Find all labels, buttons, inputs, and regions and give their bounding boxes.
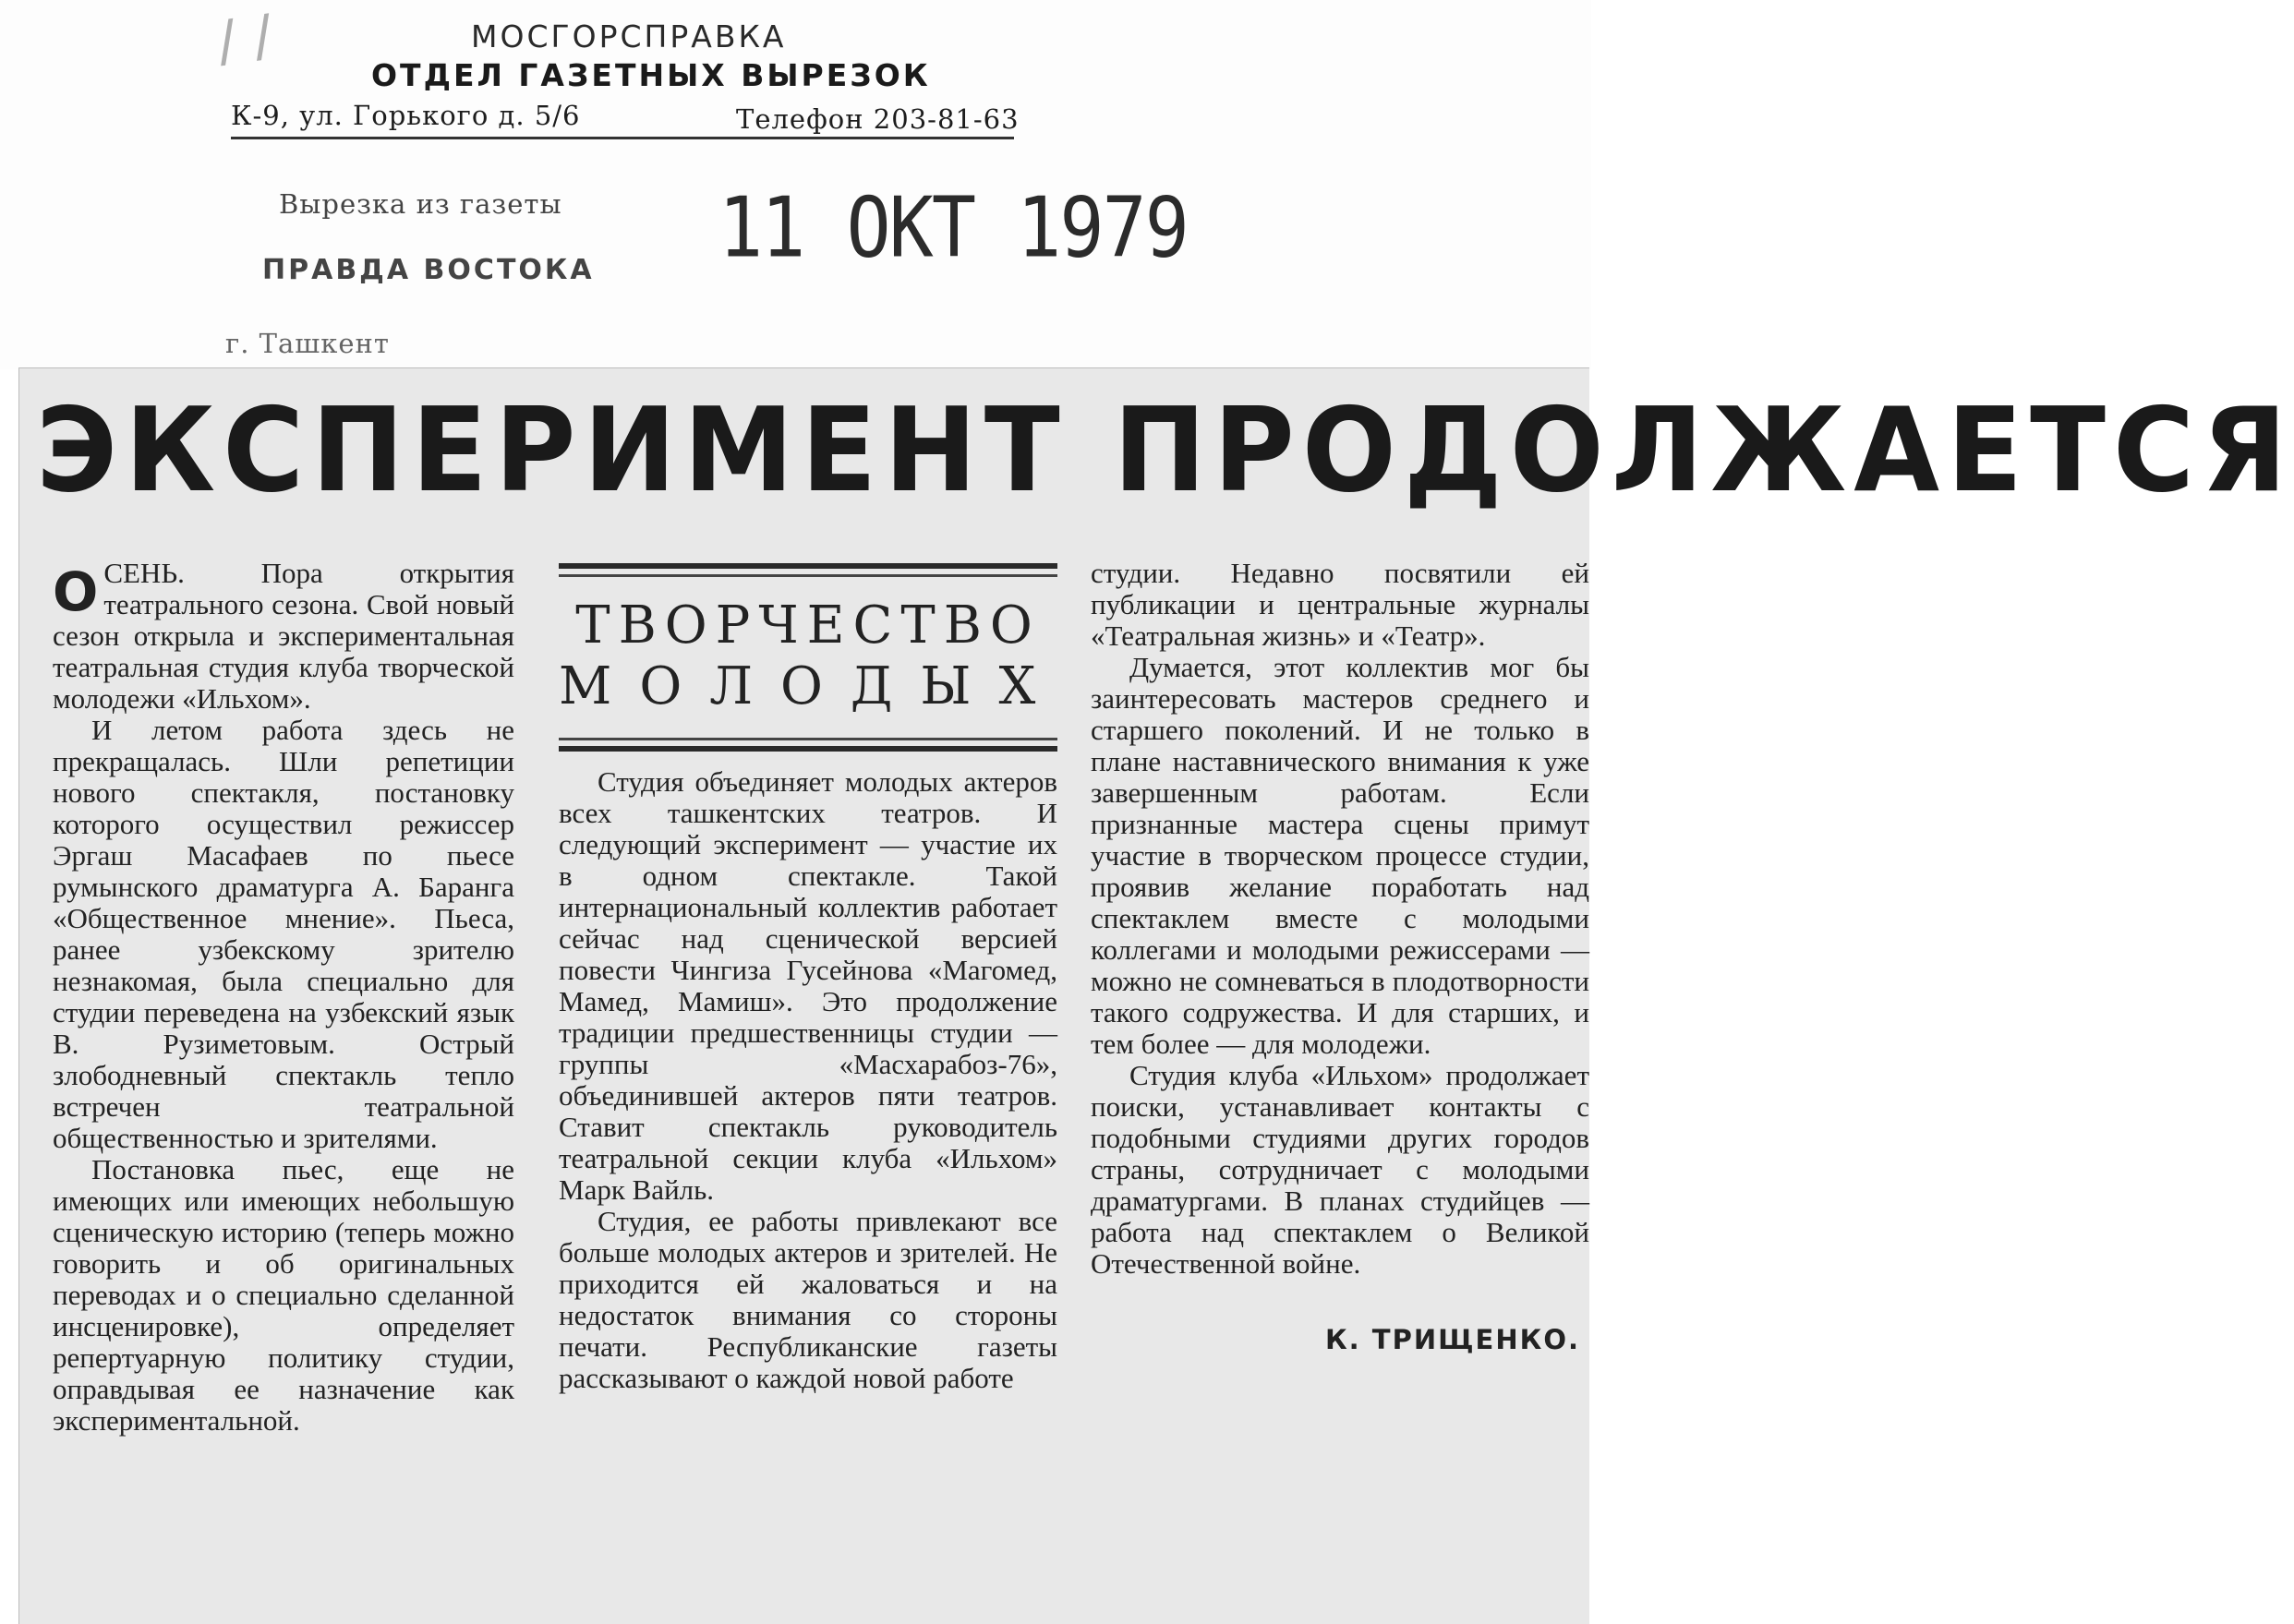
article-column-middle bbox=[559, 558, 1064, 1394]
rubric-rule-bottom bbox=[559, 746, 1057, 752]
archive-header bbox=[0, 0, 1591, 369]
paragraph: Думается, этот коллектив мог бы заинтересовать мастеров среднего и старшего поколений. И не только в плане наставнического внимания к уже завершенным работам. Если признанные мастера сцены примут участие в творческом процессе студии, проявив желание поработать над спектаклем вместе с молодыми коллегами и молодыми режиссерами — можно не сомневаться в плодотворности такого содружества. И для старших, и тем более — для молодежи. bbox=[1091, 651, 1589, 1060]
rubric-rule-top bbox=[559, 563, 1057, 569]
clip-source-label: Вырезка из газеты bbox=[279, 188, 562, 220]
article-column-right bbox=[1091, 558, 1589, 1355]
paragraph: И летом работа здесь не прекращалась. Шли репетиции нового спектакля, постановку которого осуществил режиссер Эргаш Масафаев по пьесе румынского драматурга А. Баранга «Общественное мнение». Пьеса, ранее узбекскому зрителю незнакомая, была специально для студии переведена на узбекский язык В. Рузиметовым. Острый злободневный спектакль тепло встречен театральной общественностью и зрителями. bbox=[53, 714, 514, 1154]
paragraph bbox=[53, 558, 514, 715]
handwritten-mark: / / bbox=[212, 3, 277, 75]
department-name: ОТДЕЛ ГАЗЕТНЫХ ВЫРЕЗОК bbox=[371, 57, 931, 93]
drop-cap: О bbox=[53, 560, 99, 623]
rubric-title-line1: ТВОРЧЕСТВО bbox=[575, 595, 1041, 656]
newspaper-clipping bbox=[18, 367, 2294, 1624]
paragraph: Постановка пьес, еще не имеющих или имеющих небольшую сценическую историю (теперь можно говорить и об оригинальных переводах и о специально сделанной инсценировке), определяет репертуарную политику студии, оправдывая ее назначение как экспериментальной. bbox=[53, 1153, 514, 1437]
newspaper-name: ПРАВДА ВОСТОКА bbox=[262, 254, 595, 286]
article-column-left bbox=[53, 558, 514, 1437]
newspaper-city: г. Ташкент bbox=[225, 328, 390, 359]
paragraph: студии. Недавно посвятили ей публикации и центральные журналы «Театральная жизнь» и «Театр». bbox=[1091, 557, 1589, 652]
article-headline: ЭКСПЕРИМЕНТ ПРОДОЛЖАЕТСЯ bbox=[36, 382, 2294, 519]
date-stamp: 11 ОКТ 1979 bbox=[718, 179, 1188, 276]
header-rule bbox=[231, 137, 1014, 139]
agency-name: МОСГОРСПРАВКА bbox=[471, 18, 787, 54]
paragraph: Студия, ее работы привлекают все больше молодых актеров и зрителей. Не приходится ей жаловаться и на недостаток внимания со стороны печати. Республиканские газеты рассказывают о каждой новой работе bbox=[559, 1205, 1057, 1394]
rubric-rule-top-thin bbox=[559, 574, 1057, 577]
rubric-rule-bottom-thin bbox=[559, 738, 1057, 740]
agency-phone: Телефон 203-81-63 bbox=[736, 103, 1020, 135]
rubric-title-line2: МОЛОДЫХ bbox=[559, 656, 1064, 716]
agency-address: К-9, ул. Горького д. 5/6 bbox=[231, 100, 581, 131]
article-author: К. ТРИЩЕНКО. bbox=[1324, 1324, 1580, 1355]
rubric-block bbox=[559, 563, 1064, 752]
paragraph: Студия объединяет молодых актеров всех ташкентских театров. И следующий эксперимент — участие их в одном спектакле. Такой интернациональный коллектив работает сейчас над сценической версией повести Чингиза Гусейнова «Магомед, Мамед, Мамиш». Это продолжение традиции предшественницы студии — группы «Масхарабоз-76», объединившей актеров пяти театров. Ставит спектакль руководитель театральной секции клуба «Ильхом» Марк Вайль. bbox=[559, 765, 1057, 1206]
paragraph: Студия клуба «Ильхом» продолжает поиски, устанавливает контакты с подобными студиями других городов страны, сотрудничает с молодыми драматургами. В планах студийцев — работа над спектаклем о Великой Отечественной войне. bbox=[1091, 1059, 1589, 1280]
paragraph-text: СЕНЬ. Пора открытия театрального сезона. Свой новый сезон открыла и экспериментальная театральная студия клуба творческой молодежи «Ильхом». bbox=[53, 557, 514, 715]
